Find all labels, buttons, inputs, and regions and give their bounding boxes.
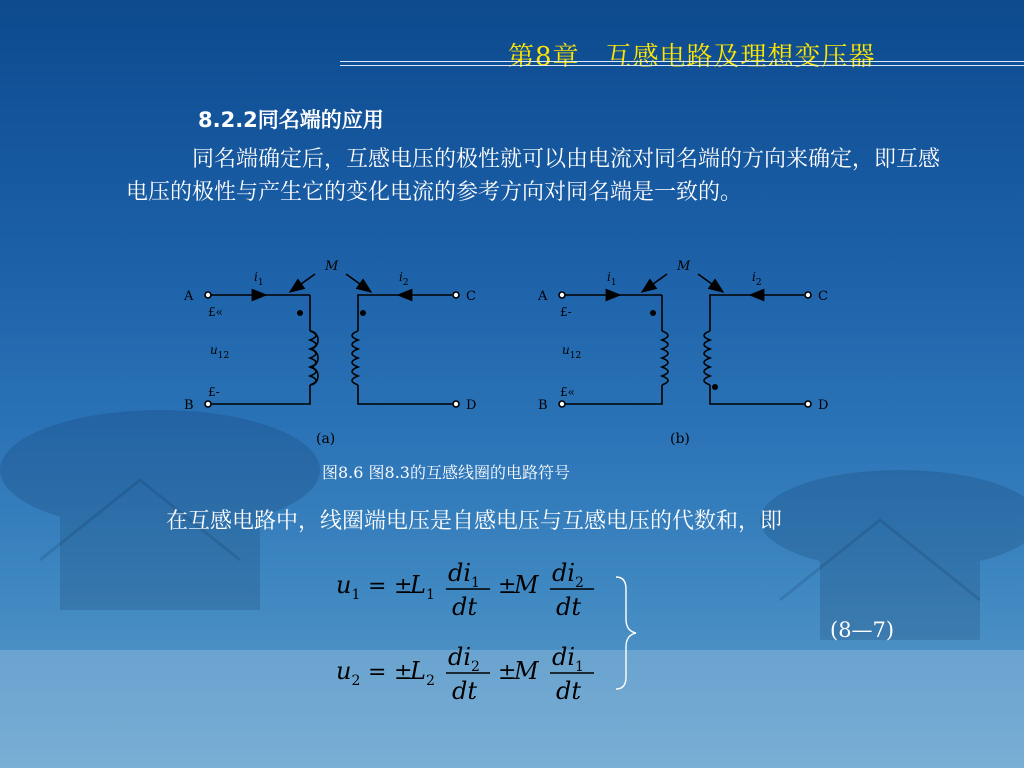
current-i1-label-b: $i_1$ [607, 270, 617, 288]
paragraph-algebraic-sum: 在互感电路中，线圈端电压是自感电压与互感电压的代数和，即 [166, 509, 783, 534]
equation-number: (8—7) [830, 618, 895, 642]
terminal-b-label-b: B [538, 398, 548, 413]
eq2-dt2: dt [556, 677, 582, 705]
eq2-M: M [514, 657, 539, 685]
right-brace [616, 577, 636, 689]
voltage-u12-label-a: $u_{12}$ [210, 343, 230, 361]
current-i2-label-b: $i_2$ [752, 270, 762, 288]
subfigure-a-tag: (a) [316, 431, 336, 447]
terminal-d-label-a: D [466, 398, 477, 413]
eq1-pm-m: ± [498, 574, 517, 599]
eq2-u: $u_2$ [336, 657, 361, 689]
subfigure-b-tag: (b) [670, 431, 690, 447]
eq1-di1: $di_1$ [448, 559, 480, 591]
terminal-a-label-b: A [538, 289, 548, 304]
paragraph-polarity: 同名端确定后，互感电压的极性就可以由电流对同名端的方向来确定，即互感电压的极性与产生它的变化电流的参考方向对同名端是一致的。 [126, 147, 941, 205]
voltage-u12-label-b: $u_{12}$ [562, 343, 582, 361]
chapter-title [508, 36, 876, 73]
terminal-c-label-a: C [466, 289, 476, 304]
eq2-L2: $L_2$ [410, 657, 435, 689]
equation-8-7 [330, 553, 650, 713]
terminal-c-label-b: C [818, 289, 828, 304]
circuit-a [205, 274, 459, 407]
terminal-d-label-b: D [818, 398, 829, 413]
eq2-di2: $di_2$ [448, 643, 480, 675]
current-i1-label-a: $i_1$ [254, 270, 264, 288]
eq1-di2: $di_2$ [552, 559, 584, 591]
mutual-m-label-a: M [325, 259, 339, 274]
figure-caption: 图8.6 图8.3的互感线圈的电路符号 [322, 463, 570, 482]
eq2-dt1: dt [452, 677, 478, 705]
eq1-pm-l: ± [394, 574, 413, 599]
eq2-equals: = [368, 660, 387, 685]
plus-sign-a: £« [208, 305, 223, 319]
eq1-M: M [514, 571, 539, 599]
eq1-dt1: dt [452, 593, 478, 621]
minus-sign-a: £- [208, 385, 220, 399]
header-rule-top [340, 61, 1024, 62]
eq1-equals: = [368, 574, 387, 599]
eq1-dt2: dt [556, 593, 582, 621]
chapter-number: 第8章 [508, 42, 580, 72]
current-i2-label-a: $i_2$ [399, 270, 409, 288]
minus-sign-b: £- [560, 305, 572, 319]
eq1-L1: $L_1$ [410, 571, 435, 603]
mutual-inductance-circuit-figure [170, 256, 860, 456]
eq2-pm-m: ± [498, 660, 517, 685]
terminal-a-label-a: A [184, 289, 194, 304]
terminal-b-label-a: B [184, 398, 194, 413]
header-rule-bottom [340, 65, 1024, 66]
eq2-di1: $di_1$ [552, 643, 584, 675]
eq2-pm-l: ± [394, 660, 413, 685]
mutual-m-label-b: M [677, 259, 691, 274]
eq1-u: $u_1$ [336, 571, 361, 603]
plus-sign-b: £« [560, 385, 575, 399]
chapter-name: 互感电路及理想变压器 [605, 42, 876, 72]
section-heading: 8.2.2同名端的应用 [198, 108, 384, 132]
circuit-b [559, 274, 811, 407]
